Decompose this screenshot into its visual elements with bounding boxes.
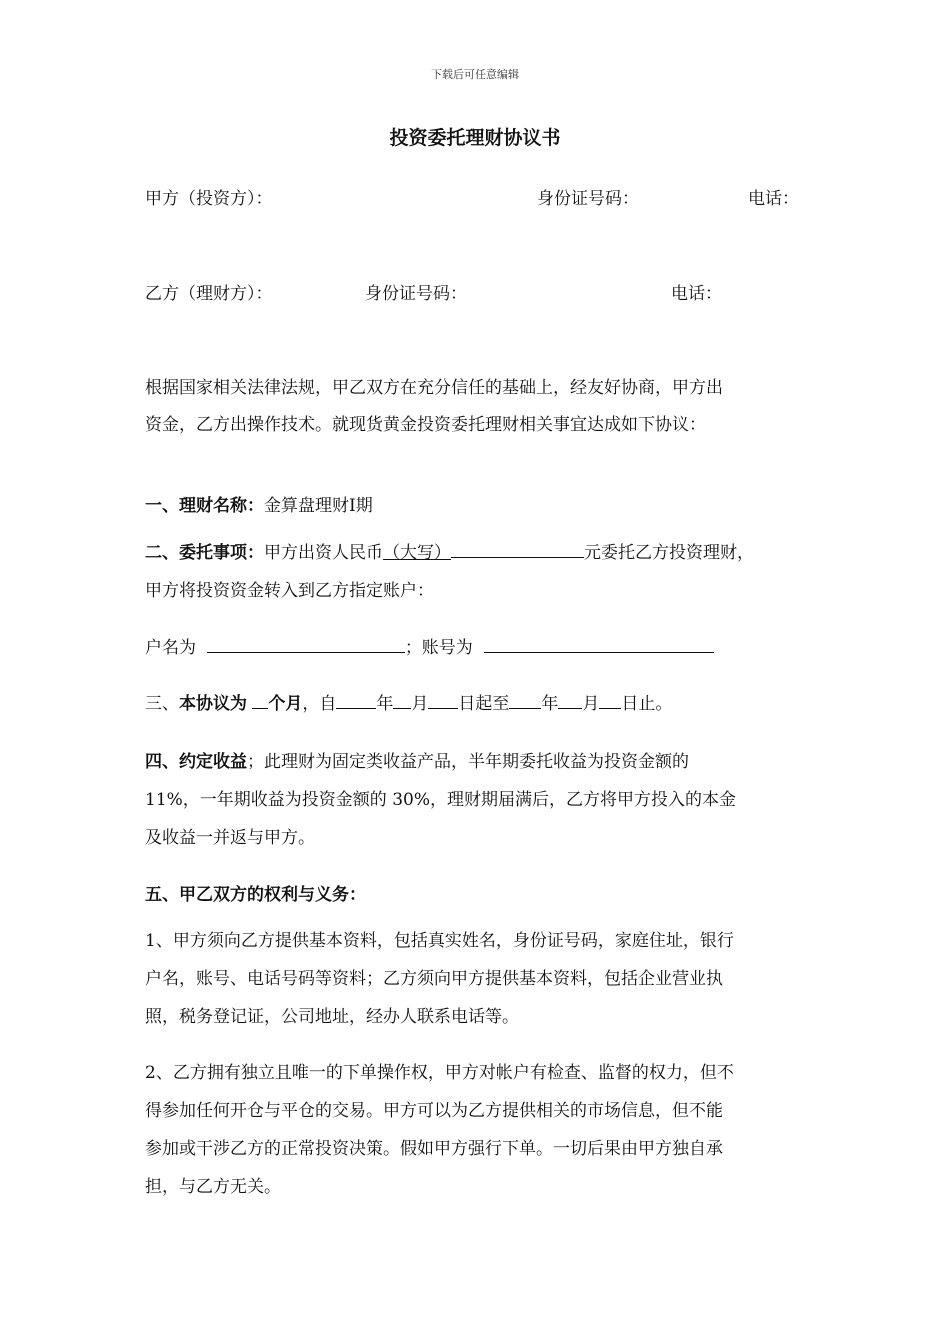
section-3-head-b: 本协议为 (179, 694, 247, 714)
clause-1-line-3: 照，税务登记证，公司地址，经办人联系电话等。 (145, 1007, 519, 1027)
party-a-phone-label: 电话： (748, 189, 799, 209)
section-3-head-a: 三、 (145, 694, 179, 714)
clause-2-line-4: 担，与乙方无关。 (145, 1177, 281, 1197)
end-year-label: 年 (541, 694, 559, 714)
end-day-label: 日止。 (621, 694, 673, 714)
section-2-line-2: 甲方将投资资金转入到乙方指定账户： (145, 581, 434, 601)
start-month-label: 月 (411, 694, 429, 714)
section-4-line-2: 11%，一年期收益为投资金额的 30%，理财期届满后，乙方将甲方投入的本金 (145, 790, 736, 810)
section-2-text-a: 甲方出资人民币 (264, 543, 383, 563)
section-4-line-1: ；此理财为固定类收益产品，半年期委托收益为投资金额的 (247, 752, 689, 772)
section-4 (145, 747, 689, 772)
start-year-blank (336, 690, 376, 709)
amount-blank (451, 539, 584, 558)
start-year-label: 年 (376, 694, 394, 714)
party-b-phone-label: 电话： (671, 284, 722, 304)
account-number-blank (484, 634, 714, 653)
section-1 (145, 491, 373, 516)
clause-1-line-2: 户名，账号、电话号码等资料；乙方须向甲方提供基本资料，包括企业营业执 (145, 969, 723, 989)
party-a-label: 甲方（投资方）： (145, 189, 273, 209)
party-a-id-label: 身份证号码： (537, 189, 639, 209)
section-3-comma: ，自 (302, 694, 337, 714)
months-blank (252, 690, 268, 709)
section-2-text-c: 元委托乙方投资理财， (584, 543, 754, 563)
section-2-text-b: （大写） (383, 543, 451, 563)
section-4-head: 四、约定收益 (145, 752, 247, 772)
header-note: 下载后可任意编辑 (431, 68, 519, 81)
clause-2-line-1: 2、乙方拥有独立且唯一的下单操作权，甲方对帐户有检查、监督的权力，但不 (145, 1063, 734, 1083)
section-3-head-c: 个月 (268, 694, 303, 714)
clause-2-line-3: 参加或干涉乙方的正常投资决策。假如甲方强行下单。一切后果由甲方独自承 (145, 1139, 723, 1159)
clause-1-line-1: 1、甲方须向乙方提供基本资料，包括真实姓名，身份证号码，家庭住址，银行 (145, 931, 734, 951)
section-2 (145, 538, 754, 563)
section-2-head: 二、委托事项： (145, 543, 264, 563)
document-title: 投资委托理财协议书 (389, 127, 561, 149)
start-day-blank (428, 690, 458, 709)
party-b-id-label: 身份证号码： (365, 284, 467, 304)
section-5-head: 五、甲乙双方的权利与义务： (145, 885, 366, 905)
account-name-label: 户名为 (145, 638, 196, 658)
end-month-blank (558, 690, 582, 709)
account-number-label: ；账号为 (404, 638, 473, 658)
start-day-label: 日起至 (458, 694, 510, 714)
clause-2-line-2: 得参加任何开仓与平仓的交易。甲方可以为乙方提供相关的市场信息，但不能 (145, 1101, 723, 1121)
party-b-label: 乙方（理财方）： (145, 284, 273, 304)
end-day-blank (599, 690, 621, 709)
section-1-text: 金算盘理财Ⅰ期 (264, 496, 373, 516)
intro-line-2: 资金，乙方出操作技术。就现货黄金投资委托理财相关事宜达成如下协议： (145, 415, 706, 435)
start-month-blank (393, 690, 411, 709)
account-line (145, 633, 714, 658)
section-4-line-3: 及收益一并返与甲方。 (145, 828, 315, 848)
end-month-label: 月 (582, 694, 600, 714)
section-1-head: 一、理财名称： (145, 496, 264, 516)
account-name-blank (207, 634, 405, 653)
end-year-blank (509, 690, 541, 709)
section-3 (145, 689, 672, 714)
intro-line-1: 根据国家相关法律法规，甲乙双方在充分信任的基础上，经友好协商，甲方出 (145, 378, 723, 398)
